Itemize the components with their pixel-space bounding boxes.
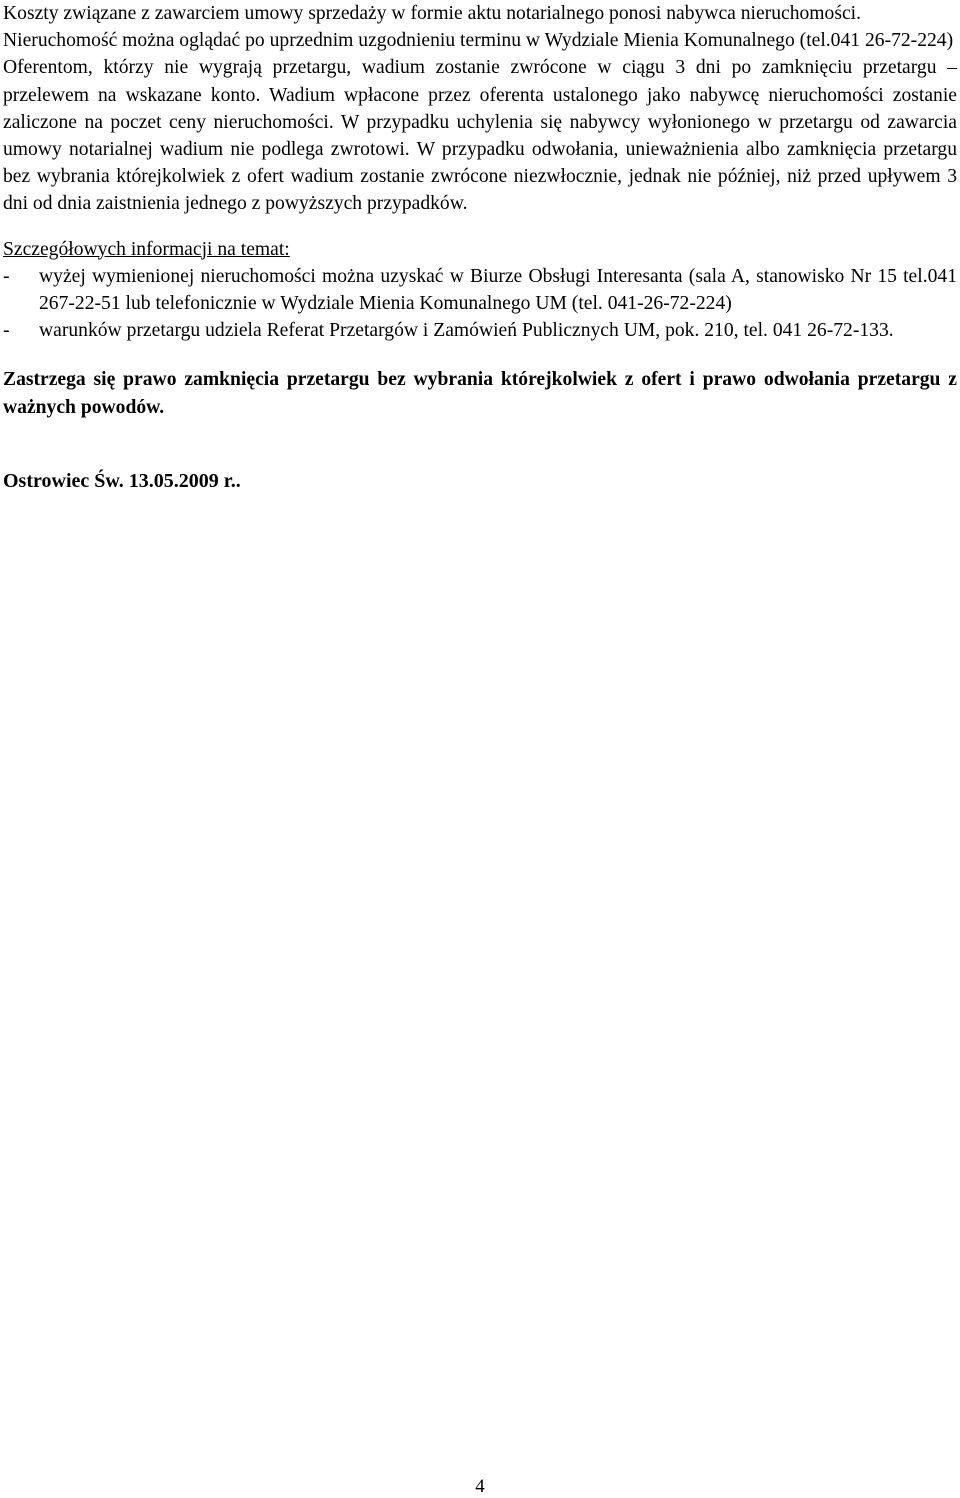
list-marker: - (3, 320, 10, 342)
document-page (3, 0, 957, 495)
spacer (3, 421, 957, 467)
info-heading: Szczegółowych informacji na temat: (3, 238, 290, 260)
spacer (3, 218, 957, 236)
viewing-paragraph: Nieruchomość można oglądać po uprzednim uzgodnieniu terminu w Wydziale Mienia Komunalnego (tel.041 26-72-224) (3, 30, 954, 52)
reservation-paragraph: Zastrzega się prawo zamknięcia przetargu bez wybrania którejkolwiek z ofert i prawo odwołania przetargu z ważnych powodów. (3, 369, 957, 418)
list-item-text: warunków przetargu udziela Referat Przetargów i Zamówień Publicznych UM, pok. 210, tel. 041 26-72-133. (39, 320, 894, 342)
spacer (3, 344, 957, 366)
deposit-paragraph: Oferentom, którzy nie wygrają przetargu, wadium zostanie zwrócone w ciągu 3 dni po zamknięciu przetargu – przelewem na wskazane konto. Wadium wpłacone przez oferenta ustalonego jako nabywcę nieruchomości zostanie zaliczone na poczet ceny nieruchomości. W przypadku uchylenia się nabywcy wyłonionego w przetargu od zawarcia umowy notarialnej wadium nie podlega zwrotowi. W przypadku odwołania, unieważnienia albo zamknięcia przetargu bez wybrania którejkolwiek z ofert wadium zostanie zwrócone niezwłocznie, jednak nie później, niż przed upływem 3 dni od dnia zaistnienia jednego z powyższych przypadków. (3, 57, 957, 215)
list-item (3, 263, 957, 317)
info-list (3, 263, 957, 345)
list-item-text: wyżej wymienionej nieruchomości można uzyskać w Biurze Obsługi Interesanta (sala A, stanowisko Nr 15 tel.041 267-22-51 lub telefonicznie w Wydziale Mienia Komunalnego UM (tel. 041-26-72-224) (39, 265, 957, 315)
costs-paragraph: Koszty związane z zawarciem umowy sprzedaży w formie aktu notarialnego ponosi nabywca nieruchomości. (3, 3, 861, 24)
list-marker: - (3, 265, 10, 287)
list-item (3, 317, 957, 344)
closing-date: Ostrowiec Św. 13.05.2009 r.. (3, 469, 241, 492)
page-number: 4 (475, 1476, 485, 1497)
